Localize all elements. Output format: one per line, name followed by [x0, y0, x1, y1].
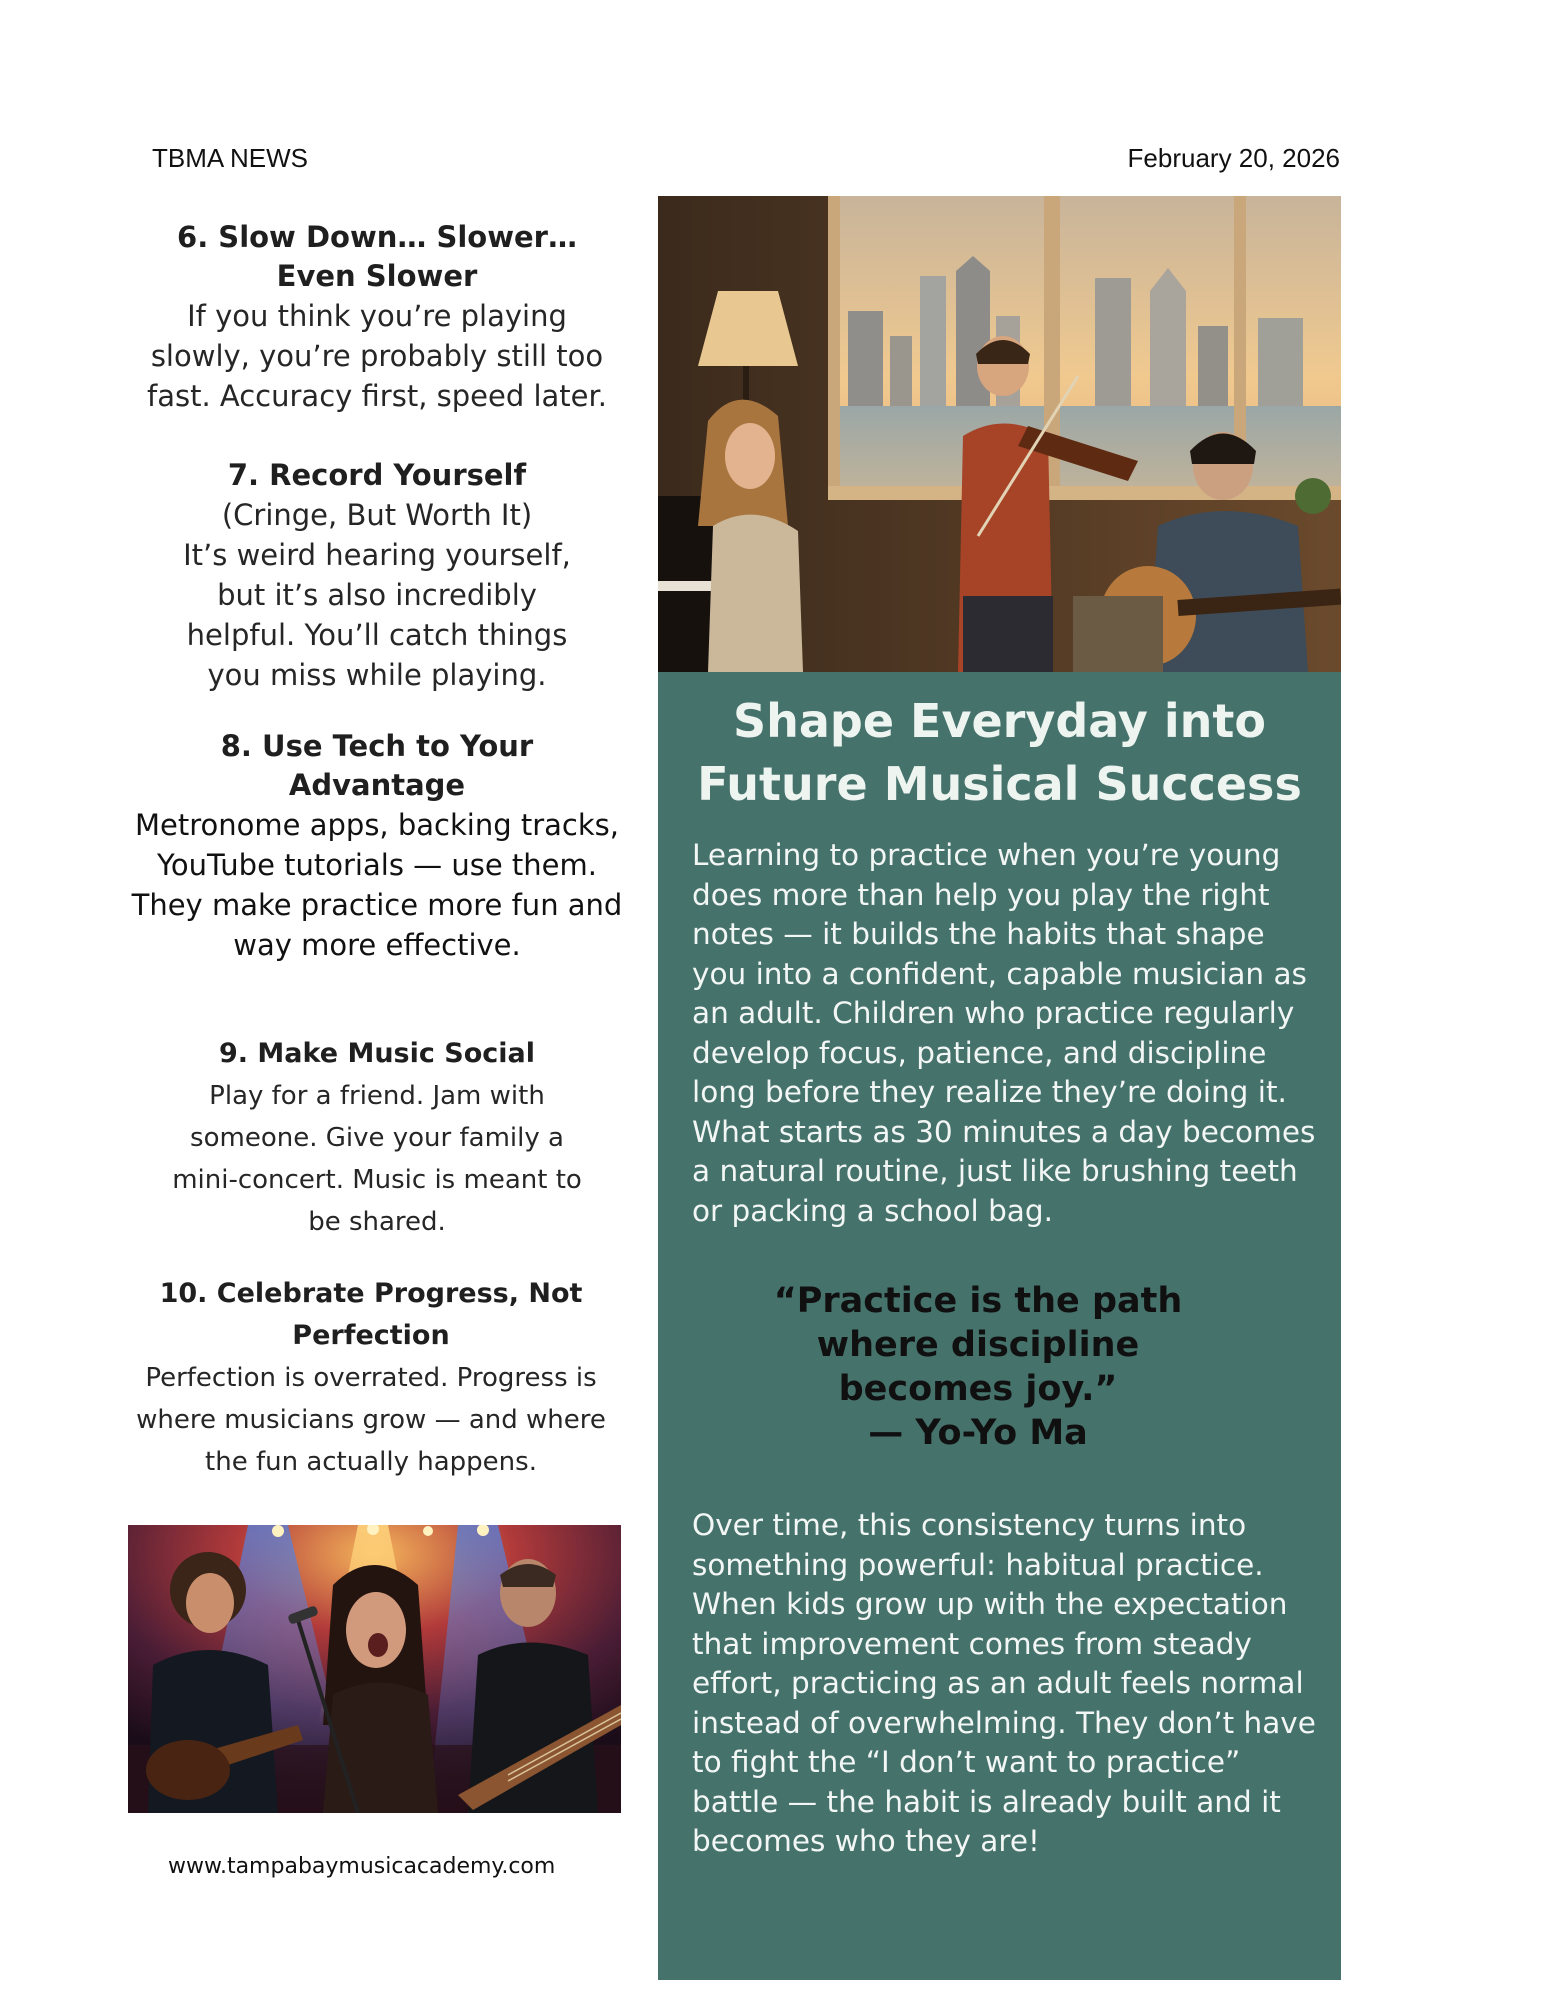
tip-body: If you think you’re playing slowly, you’re probably still too fast. Accuracy first, speed later. [147, 299, 607, 413]
panel-paragraph-2: Over time, this consistency turns into something powerful: habitual practice. When kids grow up with the expectation that improvement comes from steady effort, practicing as an adult feels normal instead of overwhelming. They don’t have to fight the “I don’t want to practice” battle — the habit is already built and it becomes who they are! [692, 1508, 1316, 1858]
newsletter-name: TBMA NEWS [152, 143, 309, 173]
tip-10 [116, 1273, 626, 1483]
issue-date: February 20, 2026 [1127, 143, 1340, 173]
tip-body: Play for a friend. Jam with someone. Give your family a mini-concert. Music is meant to be shared. [172, 1081, 582, 1237]
quote-text: “Practice is the path where discipline becomes joy.” [773, 1281, 1183, 1409]
tip-title: 8. Use Tech to Your Advantage [220, 729, 534, 802]
tips-column [128, 218, 626, 1483]
tip-body: Perfection is overrated. Progress is where musicians grow — and where the fun actually happens. [136, 1363, 606, 1477]
tip-7 [128, 456, 626, 727]
panel-heading: Shape Everyday into Future Musical Success [697, 694, 1302, 811]
tip-body: It’s weird hearing yourself, but it’s also incredibly helpful. You’ll catch things you miss while playing. [183, 538, 571, 692]
tip-body: Metronome apps, backing tracks, YouTube tutorials — use them. They make practice more fun and way more effective. [131, 808, 623, 962]
tip-title: 6. Slow Down… Slower… Even Slower [177, 220, 577, 293]
feature-panel [658, 196, 1341, 1980]
tip-title: 10. Celebrate Progress, Not Perfection [159, 1278, 583, 1351]
tip-subtitle: (Cringe, But Worth It) [221, 498, 533, 532]
band-concert-photo [128, 1525, 621, 1813]
tip-8 [128, 727, 626, 1033]
tip-title: 9. Make Music Social [218, 1038, 536, 1069]
tip-9 [128, 1033, 626, 1273]
website-link[interactable]: www.tampabaymusicacademy.com [168, 1854, 556, 1879]
pull-quote [698, 1279, 1258, 1455]
quote-author: — Yo-Yo Ma [868, 1413, 1088, 1453]
tip-6 [128, 218, 626, 456]
tip-title: 7. Record Yourself [227, 458, 527, 492]
kids-practicing-photo [658, 196, 1341, 672]
panel-paragraph-1: Learning to practice when you’re young does more than help you play the right notes — it builds the habits that shape you into a confident, capable musician as an adult. Children who practice regularly develop focus, patience, and discipline long before they realize they’re doing it. What starts as 30 minutes a day becomes a natural routine, just like brushing teeth or packing a school bag. [692, 838, 1316, 1228]
